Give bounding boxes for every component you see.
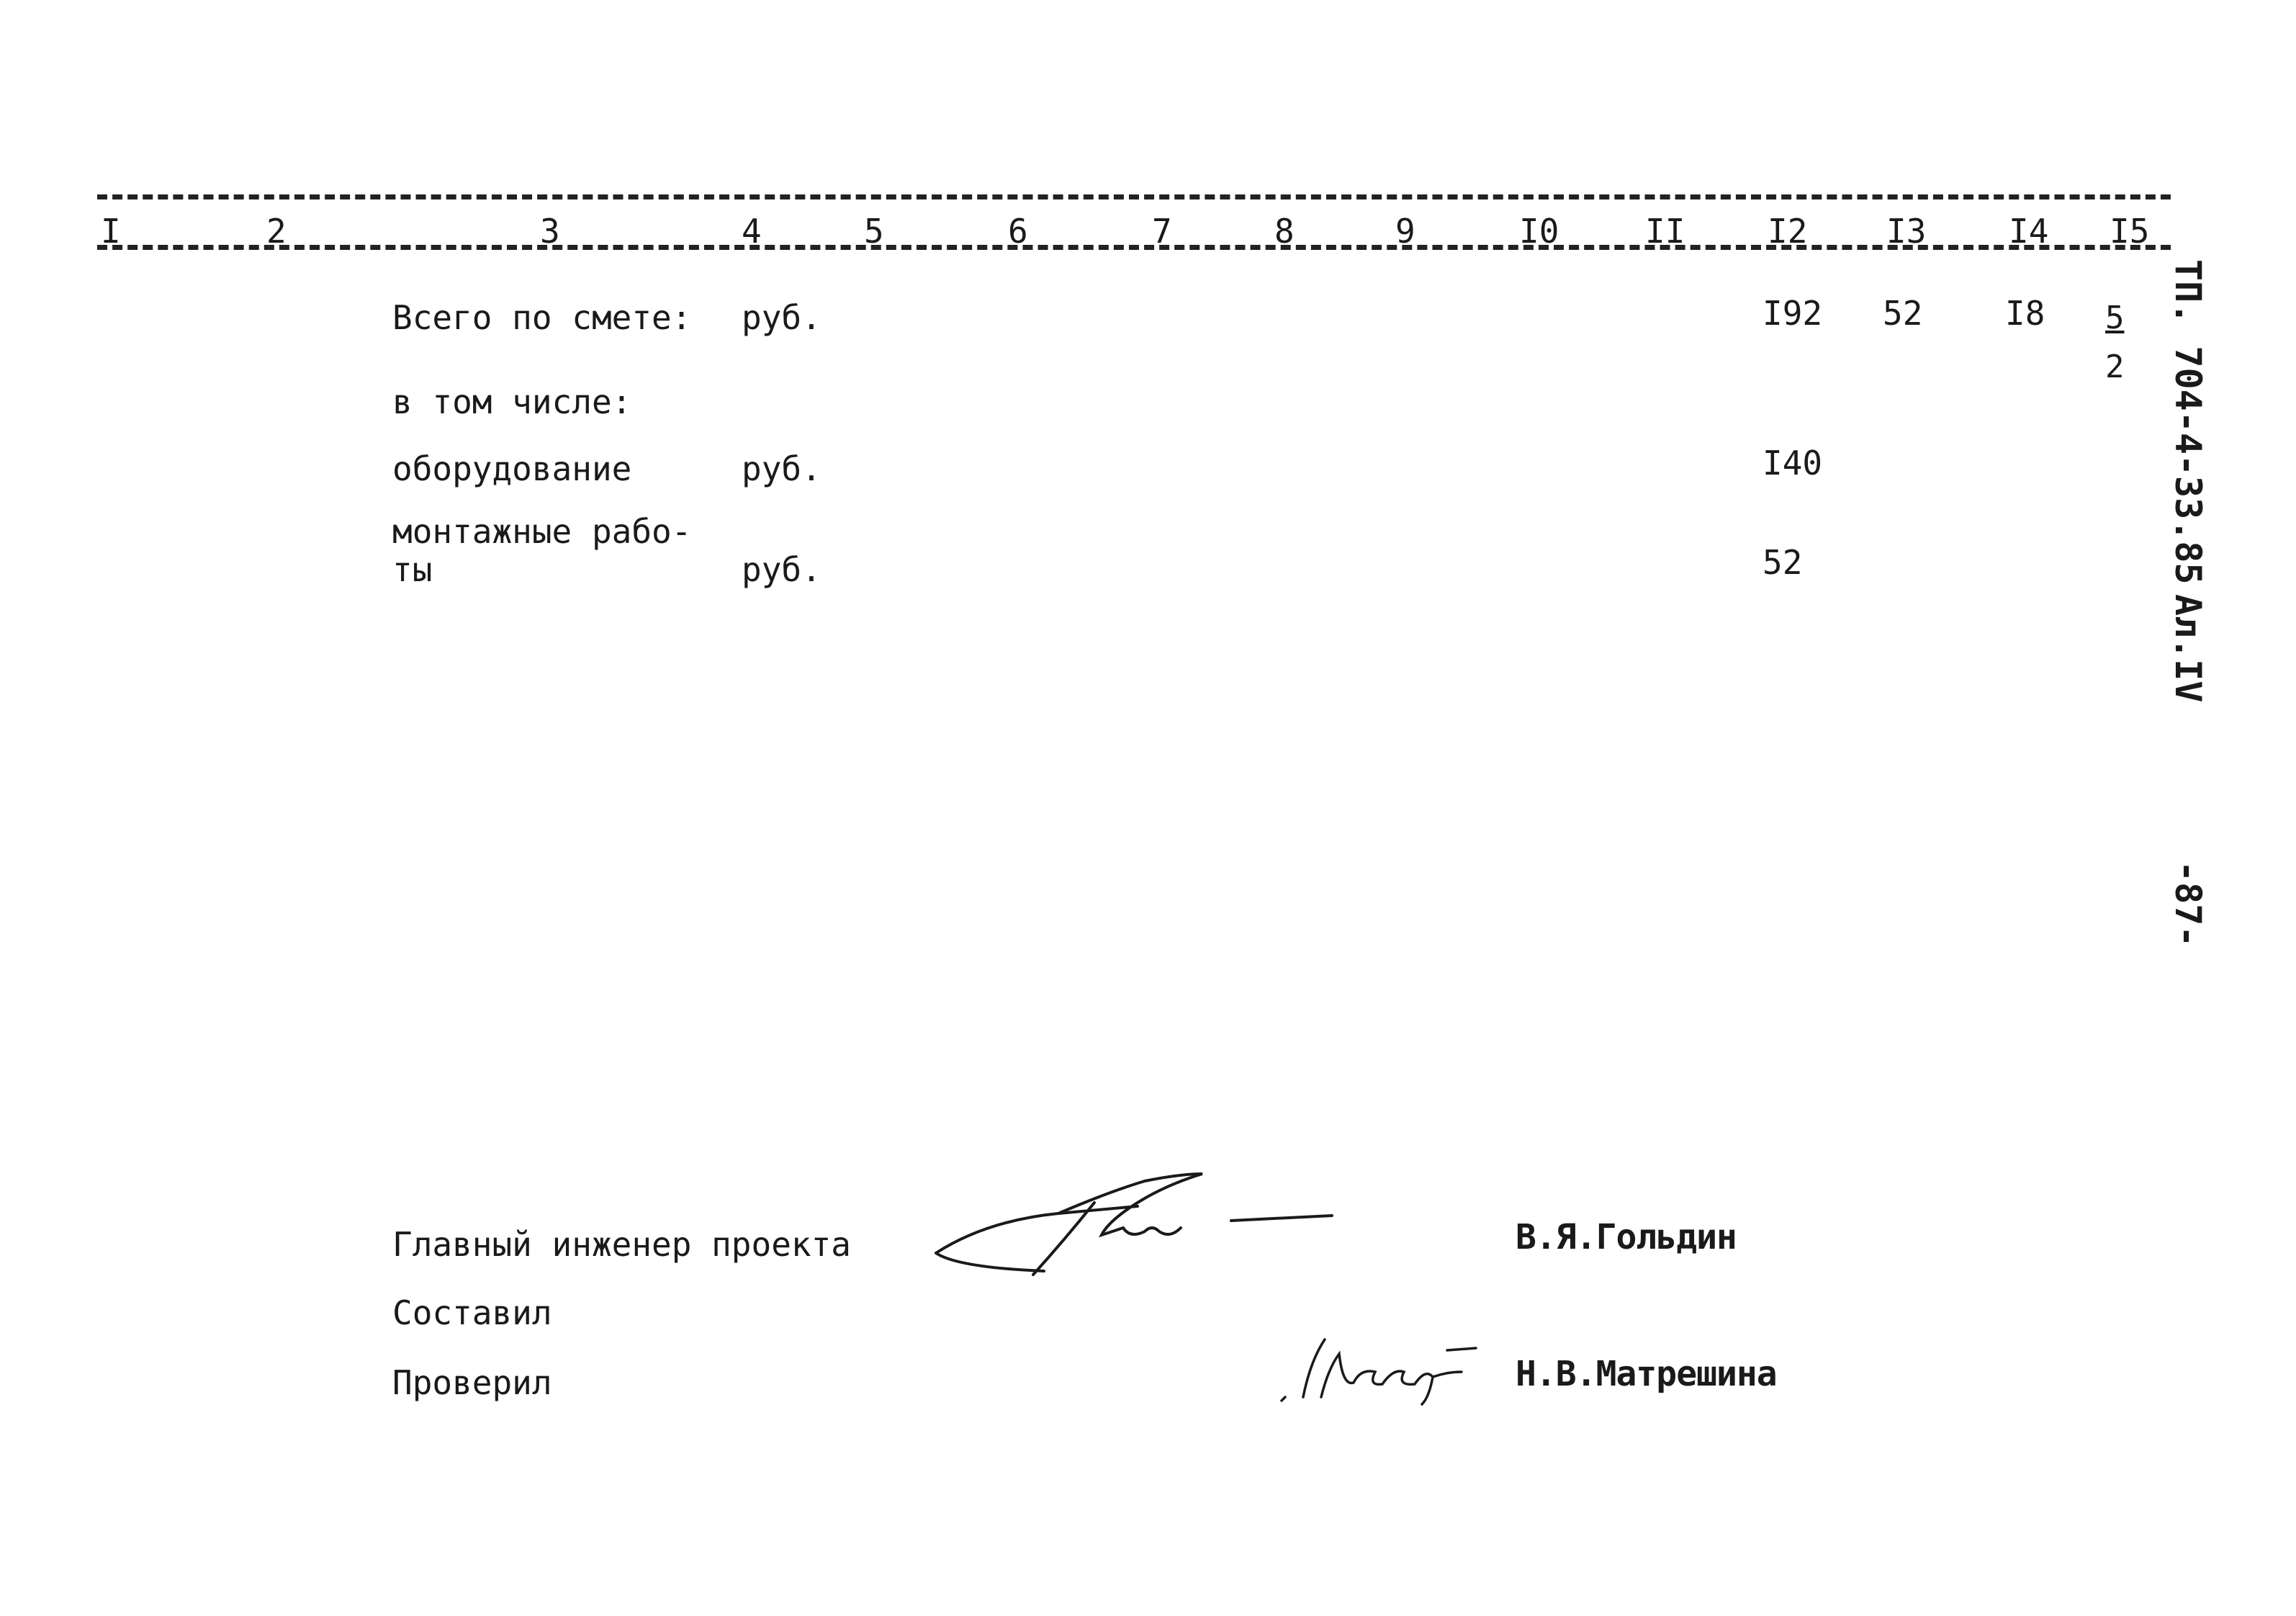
col-num: I3 [1886,212,1927,251]
cell-col-14: I8 [2005,294,2045,333]
col-num: 7 [1152,212,1172,251]
cell-col-12: I40 [1762,444,1823,482]
checked-name: Н.В.Матрешина [1516,1354,1777,1394]
col-num: 6 [1008,212,1028,251]
col-num: 2 [266,212,287,251]
cell-col-15-bottom: 2 [2105,349,2125,385]
cell-col-12: I92 [1762,294,1823,333]
chief-engineer-label: Главный инженер проекта [392,1225,851,1264]
row-unit: руб. [742,298,821,337]
col-num: I5 [2110,212,2150,251]
row-label-line1: монтажные рабо- [392,512,692,551]
row-label: оборудование [392,449,632,488]
doc-code: ТП. 704-4-33.85 [2167,259,2209,585]
cell-col-12: 52 [1762,543,1803,582]
album-number: Ал.IV [2167,594,2209,703]
chief-engineer-name: В.Я.Гольдин [1516,1217,1737,1257]
header-bottom-rule [97,245,2171,250]
cell-col-13: 52 [1883,294,1923,333]
row-unit: руб. [742,550,821,589]
cell-col-15-top: 5 [2105,300,2125,336]
row-label: Всего по смете: [392,298,692,337]
col-num: 4 [742,212,762,251]
checked-label: Проверил [392,1363,552,1402]
col-num: I [101,212,121,251]
row-label: в том числе: [392,382,632,421]
col-num: 5 [864,212,884,251]
col-num: I2 [1768,212,1808,251]
col-num: 9 [1395,212,1415,251]
header-top-rule [97,194,2171,199]
signature-checker [1267,1318,1498,1419]
col-num: 8 [1274,212,1295,251]
col-num: I4 [2009,212,2049,251]
col-num: II [1645,212,1685,251]
compiled-label: Составил [392,1293,552,1332]
col-num: I0 [1519,212,1559,251]
page-number: -87- [2167,861,2209,948]
col-num: 3 [540,212,560,251]
row-label-line2: ты [392,550,433,589]
row-unit: руб. [742,449,821,488]
signature-chief-engineer [929,1145,1361,1289]
